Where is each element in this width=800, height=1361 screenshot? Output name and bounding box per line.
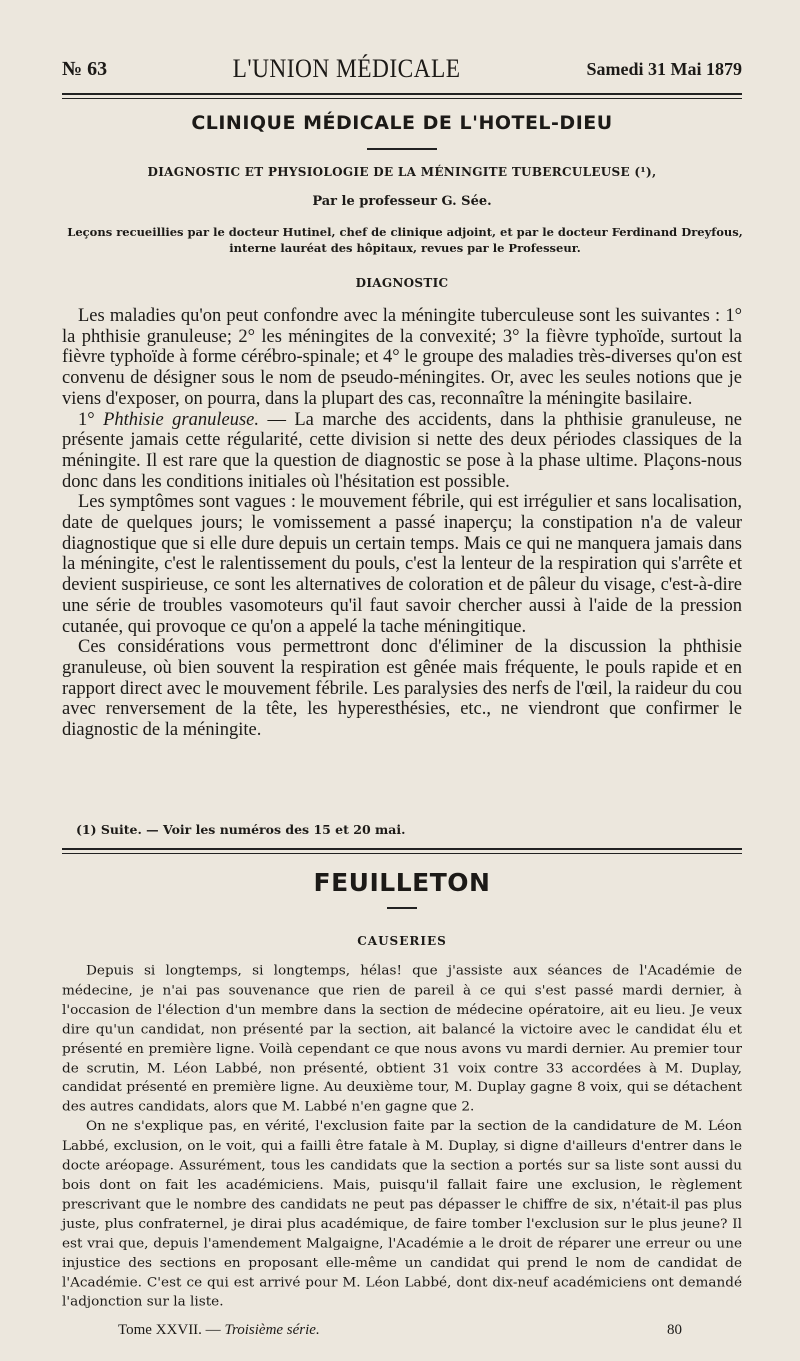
clinic-paragraph-1: Les maladies qu'on peut confondre avec la méningite tuberculeuse sont les suivantes : 1° la phthisie granuleuse; 2° les méningites de la convexité; 3° la fièvre typhoïde, surtout la fièvre typhoïde à forme cérébro-spinale; et 4° le groupe des maladies très-diverses qu'on est convenu de désigner sous le nom de pseudo-méningites. Or, avec les seules notions que je viens d'exposer, on pourra, dans la plupart des cas, reconnaître la méningite basilaire.: [62, 306, 742, 409]
footnote: (1) Suite. — Voir les numéros des 15 et 20 mai.: [76, 822, 406, 837]
author-byline: Par le professeur G. Sée.: [312, 194, 492, 209]
section-heading-diagnostic: DIAGNOSTIC: [355, 276, 449, 290]
lecons-note: Leçons recueillies par le docteur Hutinel, chef de clinique adjoint, et par le docteur Ferdinand Dreyfous, interne lauréat des hôpitaux, revues par le Professeur.: [67, 225, 743, 255]
feuilleton-title-rule: [62, 907, 742, 909]
journal-title: L'UNION MÉDICALE: [232, 54, 461, 83]
causeries-heading: CAUSERIES: [357, 934, 447, 948]
feuilleton-paragraph-1: Depuis si longtemps, si longtemps, hélas! que j'assiste aux séances de l'Académie de médecine, je n'ai pas souvenance que rien de pareil à ce qui s'est passé mardi dernier, à l'occasion de l'élection d'un membre dans la section de médecine opératoire, ait eu lieu. Je veux dire qu'un candidat, non présenté par la section, ait balancé la victoire avec le candidat élu et présenté en première ligne. Voilà cependant ce que nous avons vu mardi dernier. Au premier tour de scrutin, M. Léon Labbé, non présenté, obtient 31 voix contre 33 accordées à M. Duplay, candidat présenté en première ligne. Au deuxième tour, M. Duplay gagne 8 voix, qui se détachent des autres candidats, alors que M. Labbé n'en gagne que 2.: [62, 962, 742, 1115]
clinic-paragraph-2: 1° Phthisie granuleuse. — La marche des accidents, dans la phthisie granuleuse, ne présente jamais cette régularité, cette division si nette des deux périodes classiques de la méningite. Il est rare que la question de diagnostic se pose à la phase ultime. Plaçons-nous donc dans les conditions initiales où l'hésitation est possible.: [62, 409, 742, 492]
feuilleton-title: FEUILLETON: [313, 868, 491, 897]
masthead-rule: [62, 93, 742, 99]
feuilleton-paragraph-2: On ne s'explique pas, en vérité, l'exclusion faite par la section de la candidature de M. Léon Labbé, exclusion, on le voit, qui a failli être fatale à M. Duplay, si digne d'ailleurs d'entrer dans le docte aréopage. Assurément, tous les candidats que la section a portés sur sa liste sont aussi du bois dont on fait les académiciens. Mais, puisqu'il fallait faire une exclusion, le règlement prescrivant que le nombre des candidats ne peut pas dépasser le chiffre de six, n'était-il pas plus juste, plus confraternel, je dirai plus académique, de faire tomber l'exclusion sur le plus jeune? Il est vrai que, depuis l'amendement Malgaigne, l'Académie a le droit de réparer une erreur ou une injustice des sections en proposant elle-même un candidat qui prend le nom de candidat de l'Académie. C'est ce qui est arrivé pour M. Léon Labbé, dont dix-neuf académiciens ont demandé l'adjonction sur la liste.: [62, 1118, 742, 1310]
clinic-subtitle: DIAGNOSTIC ET PHYSIOLOGIE DE LA MÉNINGITE TUBERCULEUSE (¹),: [147, 165, 657, 179]
clinic-title-rule: [62, 148, 742, 150]
feuilleton-rule: [62, 848, 742, 854]
page-number: 80: [667, 1322, 682, 1338]
feuilleton-body: [62, 962, 742, 1312]
clinic-paragraph-4: Ces considérations vous permettront donc d'éliminer de la discussion la phthisie granuleuse, où bien souvent la respiration est gênée mais fréquente, le pouls rapide et en rapport direct avec le mouvement fébrile. Les paralysies des nerfs de l'œil, la raideur du cou avec renversement de la tête, les hyperesthésies, etc., ne viendront que confirmer le diagnostic de la méningite.: [62, 637, 742, 741]
masthead: [62, 52, 742, 86]
clinic-title: CLINIQUE MÉDICALE DE L'HOTEL-DIEU: [191, 112, 613, 134]
issue-number: № 63: [62, 57, 108, 80]
tome-label: Tome XXVII. — Troisième série.: [118, 1322, 320, 1338]
page-footer: [118, 1322, 682, 1339]
p2-italic-lead: Phthisie granuleuse.: [103, 409, 259, 430]
issue-date: Samedi 31 Mai 1879: [586, 58, 742, 79]
clinic-paragraph-3: Les symptômes sont vagues : le mouvement fébrile, qui est irrégulier et sans localisation, date de quelques jours; le vomissement a passé inaperçu; la constipation n'a de valeur diagnostique que si elle dure depuis un certain temps. Mais ce qui ne manquera jamais dans la méningite, c'est le ralentissement du pouls, c'est la lenteur de la respiration qui s'arrête et devient suspirieuse, ce sont les alternatives de coloration et de pâleur du visage, c'est-à-dire une série de troubles vasomoteurs qu'il faut savoir chercher aussi à l'aide de la pression cutanée, qui provoque ce qu'on a appelé la tache méningitique.: [62, 492, 742, 637]
clinic-body: [62, 306, 742, 741]
